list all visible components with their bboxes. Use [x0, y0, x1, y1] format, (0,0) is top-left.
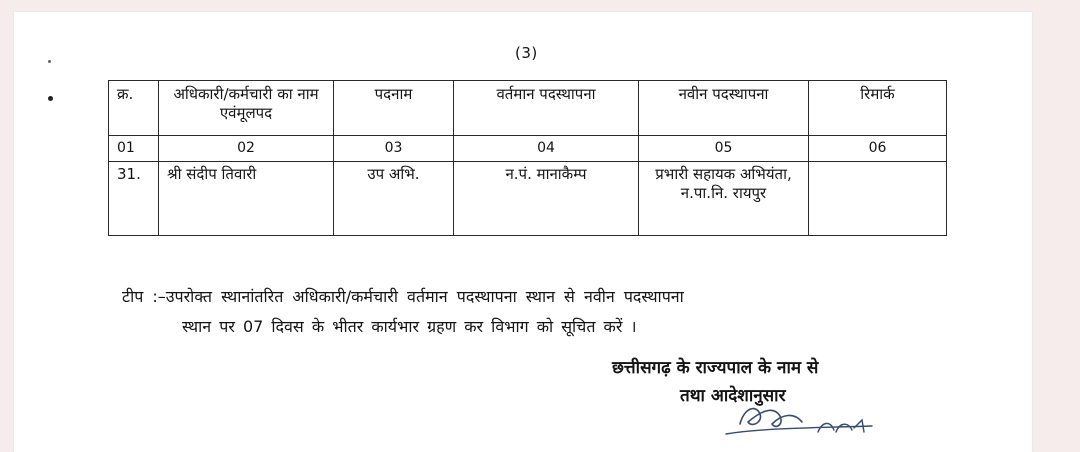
- header-designation: पदनाम: [334, 81, 454, 136]
- column-number: 05: [639, 136, 809, 162]
- note-text: [122, 282, 956, 342]
- margin-mark: [48, 60, 51, 63]
- column-number: 06: [809, 136, 947, 162]
- header-current-posting: वर्तमान पदस्थापना: [454, 81, 639, 136]
- table-header-row: [109, 81, 947, 136]
- page-number: (3): [515, 44, 538, 62]
- header-new-posting: नवीन पदस्थापना: [639, 81, 809, 136]
- bullet-mark: [48, 96, 53, 101]
- note-line-1: टीप :–उपरोक्त स्थानांतरित अधिकारी/कर्मचारी वर्तमान पदस्थापना स्थान से नवीन पदस्थापना: [122, 287, 684, 306]
- column-number: 04: [454, 136, 639, 162]
- column-number: 01: [109, 136, 159, 162]
- signature-order-line: तथा आदेशानुसार: [680, 386, 786, 406]
- note-line-2: स्थान पर 07 दिवस के भीतर कार्यभार ग्रहण कर विभाग को सूचित करें ।: [182, 317, 637, 336]
- handwritten-signature-icon: [722, 398, 882, 440]
- header-serial: क्र.: [109, 81, 159, 136]
- column-number-row: [109, 136, 947, 162]
- row-remark: [809, 162, 947, 236]
- row-serial: 31.: [109, 162, 159, 236]
- row-name: श्री संदीप तिवारी: [159, 162, 334, 236]
- header-remark: रिमार्क: [809, 81, 947, 136]
- signature-authority-line: छत्तीसगढ़ के राज्यपाल के नाम से: [612, 358, 819, 378]
- row-new-posting: प्रभारी सहायक अभियंता, न.पा.नि. रायपुर: [639, 162, 809, 236]
- column-number: 03: [334, 136, 454, 162]
- table-row: [109, 162, 947, 236]
- transfer-table: [108, 80, 947, 236]
- header-name: अधिकारी/कर्मचारी का नाम एवंमूलपद: [159, 81, 334, 136]
- column-number: 02: [159, 136, 334, 162]
- row-designation: उप अभि.: [334, 162, 454, 236]
- row-current-posting: न.पं. मानाकैम्प: [454, 162, 639, 236]
